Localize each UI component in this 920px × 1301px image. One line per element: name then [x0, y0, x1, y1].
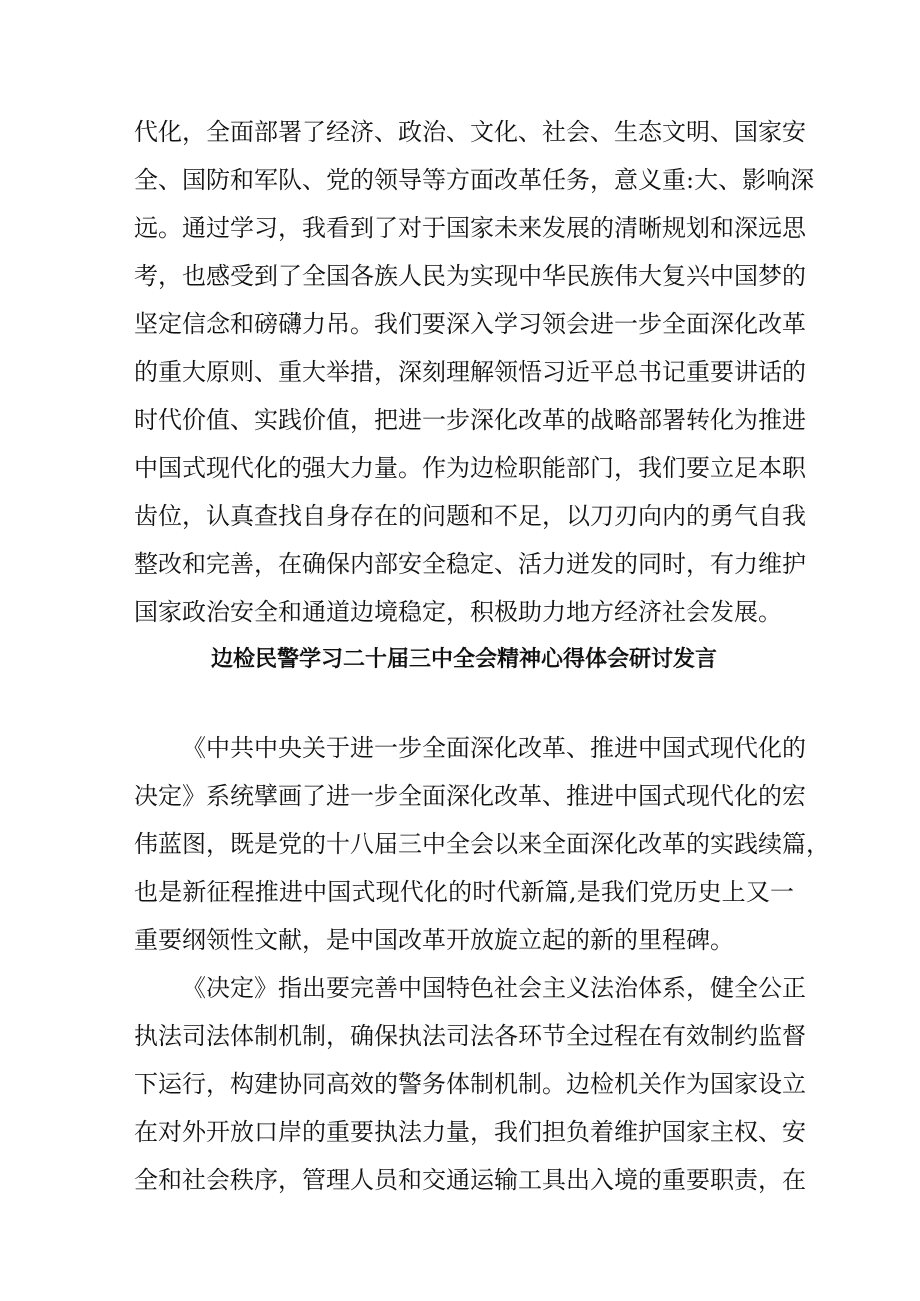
paragraph-2-line: 重要纲领性文献，是中国改革开放旋立起的新的里程碑。 — [134, 926, 734, 954]
paragraph-1-line: 整改和完善，在确保内部安全稳定、活力迸发的同时，有力维护 — [134, 550, 806, 578]
paragraph-3-line: 下运行，构建协同高效的警务体制机制。边检机关作为国家设立 — [134, 1070, 806, 1098]
paragraph-2-line: 《中共中央关于进一步全面深化改革、推进中国式现代化的 — [182, 734, 806, 762]
paragraph-1-line: 国家政治安全和通道边境稳定，积极助力地方经济社会发展。 — [134, 598, 782, 626]
paragraph-1-line: 代化，全面部署了经济、政治、文化、社会、生态文明、国家安 — [134, 118, 806, 146]
paragraph-3-line: 全和社会秩序，管理人员和交通运输工具出入境的重要职责，在 — [134, 1166, 806, 1194]
paragraph-1-line: 中国式现代化的强大力量。作为边检职能部门，我们要立足本职 — [134, 454, 806, 482]
paragraph-2-line: 伟蓝图，既是党的十八届三中全会以来全面深化改革的实践续篇， — [134, 830, 830, 858]
paragraph-2-line: 决定》系统擘画了进一步全面深化改革、推进中国式现代化的宏 — [134, 782, 806, 810]
paragraph-1-line: 的重大原则、重大举措，深刻理解领悟习近平总书记重要讲话的 — [134, 358, 806, 386]
paragraph-3 — [134, 964, 806, 1204]
paragraph-1-line: 坚定信念和磅礴力吊。我们要深入学习领会进一步全面深化改革 — [134, 310, 806, 338]
paragraph-1-line: 考，也感受到了全国各族人民为实现中华民族伟大复兴中国梦的 — [134, 262, 806, 290]
section-heading: 边检民警学习二十届三中全会精神心得体会研讨发言 — [210, 647, 717, 672]
paragraph-1 — [134, 108, 815, 636]
paragraph-2 — [134, 724, 830, 964]
paragraph-1-line: 全、国防和军队、党的领导等方面改革任务，意义重:大、影响深 — [134, 166, 815, 194]
paragraph-3-line: 在对外开放口岸的重要执法力量，我们担负着维护国家主权、安 — [134, 1118, 806, 1146]
paragraph-3-line: 《决定》指出要完善中国特色社会主义法治体系，健全公正 — [182, 974, 806, 1002]
paragraph-1-line: 远。通过学习，我看到了对于国家未来发展的清晰规划和深远思 — [134, 214, 806, 242]
paragraph-1-line: 齿位，认真查找自身存在的问题和不足，以刀刃向内的勇气自我 — [134, 502, 806, 530]
paragraph-2-line: 也是新征程推进中国式现代化的时代新篇,是我们党历史上又一 — [134, 878, 794, 906]
paragraph-3-line: 执法司法体制机制，确保执法司法各环节全过程在有效制约监督 — [134, 1022, 806, 1050]
paragraph-1-line: 时代价值、实践价值，把进一步深化改革的战略部署转化为推进 — [134, 406, 806, 434]
